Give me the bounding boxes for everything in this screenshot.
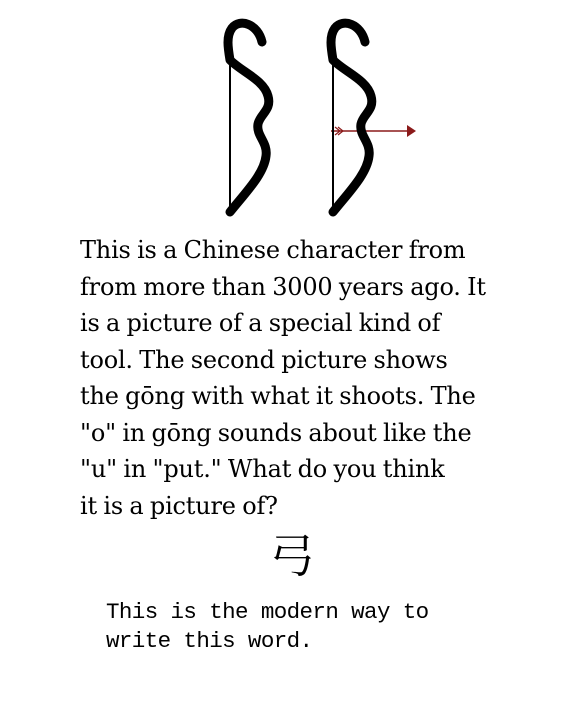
passage-line: This is a Chinese character from [80,236,466,264]
passage-line: the gōng with what it shoots. The [80,382,476,410]
passage-line: it is a picture of? [80,491,278,520]
modern-character: 弓 [269,529,315,583]
ancient-character-figures [0,0,576,230]
caption-line: This is the modern way to [106,599,429,625]
passage-line: tool. The second picture shows [80,345,448,374]
ancient-bow-with-arrow-glyph-icon [315,14,435,224]
passage-line: is a picture of a special kind of [80,309,441,337]
ancient-bow-glyph-icon [212,14,312,224]
modern-caption [106,598,506,656]
passage-line: "o" in gōng sounds about like the [80,418,472,447]
caption-line: write this word. [106,628,313,654]
passage-line: "u" in "put." What do you think [80,455,445,483]
passage-line: from more than 3000 years ago. It [80,272,486,301]
passage-text [80,232,520,524]
